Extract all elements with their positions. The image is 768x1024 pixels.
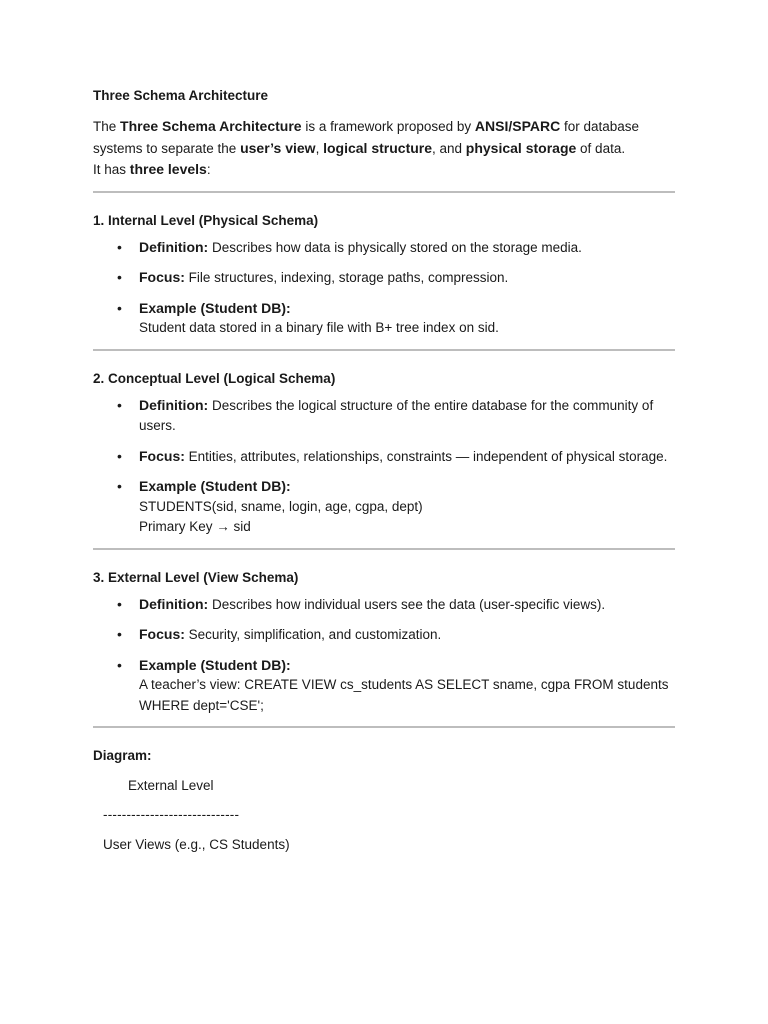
section-internal-level <box>93 193 675 351</box>
focus-label: Focus: <box>139 626 185 642</box>
focus-label: Focus: <box>139 447 185 464</box>
section-external-level <box>93 550 675 729</box>
intro-term-physical-storage: physical storage <box>465 139 577 156</box>
definition-text: Describes the logical structure of the entire database for the community of users. <box>139 397 654 433</box>
intro-text: , <box>315 140 324 156</box>
definition-item <box>139 395 675 437</box>
example-label: • Example (Student DB): <box>139 656 291 673</box>
focus-text: Entities, attributes, relationships, constraints — independent of physical storage. <box>184 448 668 464</box>
document-title: Three Schema Architecture <box>93 88 269 103</box>
definition-label: Definition: <box>139 238 209 255</box>
focus-text: Security, simplification, and customization. <box>184 627 442 642</box>
focus-item <box>139 446 675 468</box>
document-content <box>93 86 675 856</box>
intro-term-ansi-sparc: ANSI/SPARC <box>474 118 561 134</box>
example-label: • Example (Student DB): <box>139 478 291 494</box>
diagram-section <box>93 728 675 856</box>
intro-text: is a framework proposed by <box>301 119 475 134</box>
focus-item <box>139 624 675 646</box>
intro-paragraph <box>93 116 675 181</box>
definition-text: Describes how data is physically stored on the storage media. <box>208 239 582 255</box>
definition-text: Describes how individual users see the data (user-specific views). <box>208 596 606 612</box>
definition-item <box>139 594 675 616</box>
intro-text: : <box>206 162 211 177</box>
intro-term-logical-structure: logical structure <box>323 139 433 156</box>
intro-text: , and <box>432 140 466 156</box>
section-heading: 2. Conceptual Level (Logical Schema) <box>93 370 336 386</box>
intro-term-users-view: user’s view <box>240 139 316 156</box>
intro-text: for database systems to separate the <box>93 119 640 156</box>
definition-item <box>139 237 675 259</box>
bullet-list <box>93 237 675 339</box>
example-line: A teacher’s view: CREATE VIEW cs_students AS SELECT sname, cgpa FROM students WHERE dept='CSE'; <box>139 677 669 713</box>
definition-label: Definition: <box>139 396 209 413</box>
example-line: STUDENTS(sid, sname, login, age, cgpa, dept) <box>139 498 423 514</box>
diagram-external-level: External Level <box>128 778 214 793</box>
example-item <box>139 298 675 339</box>
focus-label: Focus: <box>139 269 185 285</box>
example-item <box>139 476 675 538</box>
example-line: Student data stored in a binary file with B+ tree index on sid. <box>139 320 499 335</box>
example-label: • Example (Student DB): <box>139 299 291 316</box>
intro-term-three-schema: Three Schema Architecture <box>120 118 302 134</box>
bullet-list <box>93 594 675 717</box>
example-item <box>139 655 675 717</box>
intro-term-three-levels: three levels <box>129 161 207 177</box>
diagram-user-views: User Views (e.g., CS Students) <box>103 837 290 852</box>
example-line: Primary Key → sid <box>139 519 251 534</box>
focus-text: File structures, indexing, storage paths, compression. <box>184 270 509 285</box>
intro-text: of data. <box>576 140 626 156</box>
diagram-heading: Diagram: <box>93 748 152 763</box>
definition-label: Definition: <box>139 595 209 612</box>
bullet-list <box>93 395 675 538</box>
intro-text: It has <box>93 162 130 177</box>
section-conceptual-level <box>93 351 675 550</box>
diagram-separator: ----------------------------- <box>103 806 240 822</box>
intro-text: The <box>93 119 121 134</box>
section-heading: 3. External Level (View Schema) <box>93 569 299 585</box>
section-heading: 1. Internal Level (Physical Schema) <box>93 212 319 228</box>
focus-item <box>139 267 675 289</box>
